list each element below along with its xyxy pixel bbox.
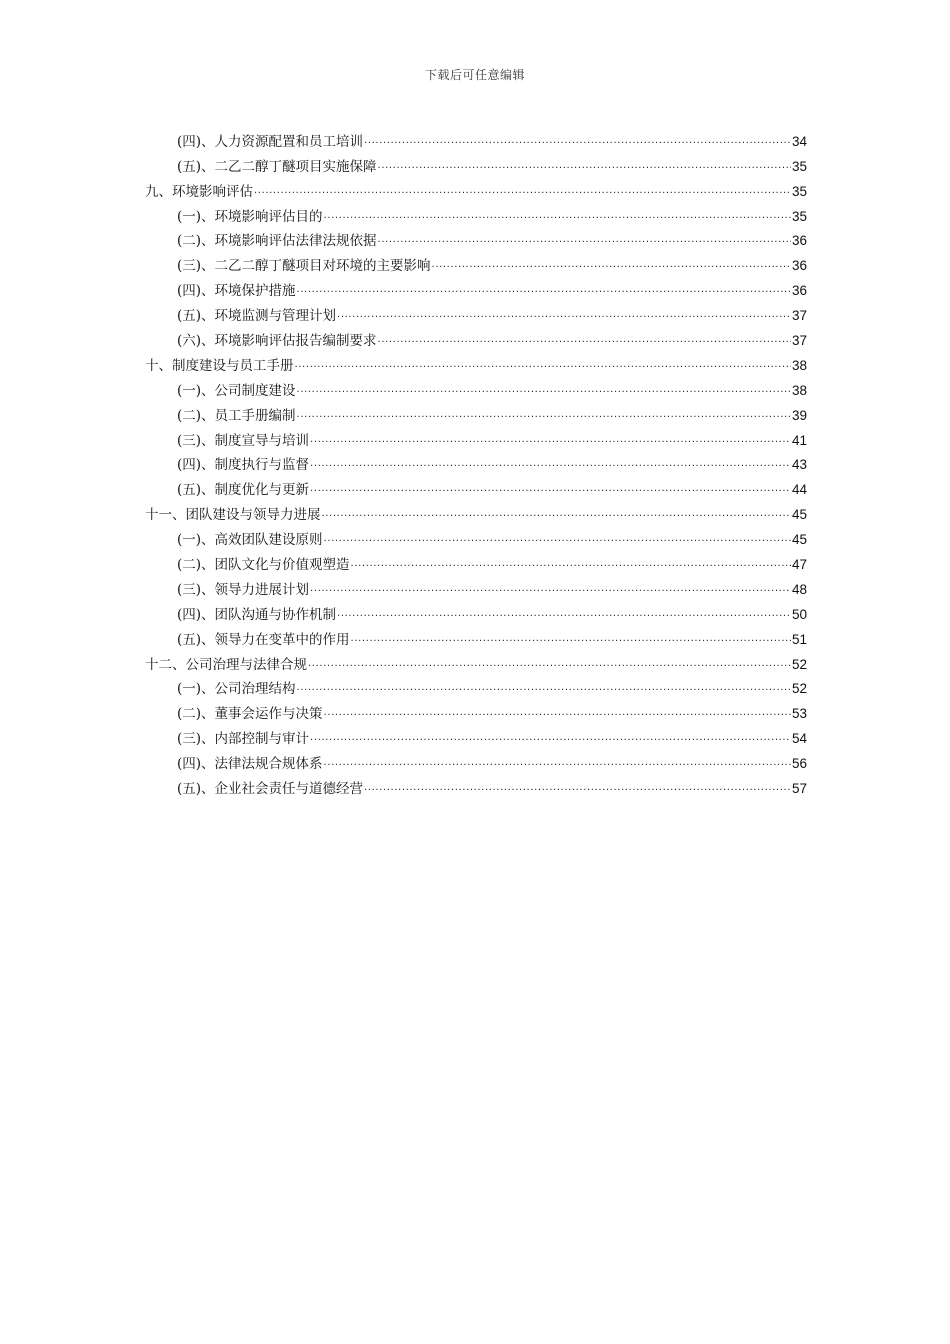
- toc-page-number: 43: [791, 457, 807, 473]
- toc-section-entry[interactable]: [145, 698, 807, 723]
- toc-section-entry[interactable]: [145, 723, 807, 748]
- toc-dot-leader: [309, 432, 791, 450]
- toc-chapter-entry[interactable]: [145, 176, 807, 201]
- toc-dot-leader: [309, 456, 791, 474]
- toc-section-entry[interactable]: [145, 574, 807, 599]
- toc-section-entry[interactable]: [145, 250, 807, 275]
- toc-entry-title: (三)、二乙二醇丁醚项目对环境的主要影响: [177, 258, 431, 275]
- toc-entry-title: (五)、制度优化与更新: [177, 482, 310, 499]
- toc-chapter-entry[interactable]: [145, 499, 807, 524]
- toc-section-entry[interactable]: [145, 325, 807, 350]
- toc-page-number: 47: [791, 557, 807, 573]
- toc-dot-leader: [431, 257, 791, 275]
- toc-page-number: 52: [791, 681, 807, 697]
- toc-dot-leader: [296, 680, 791, 698]
- toc-dot-leader: [294, 357, 791, 375]
- toc-page-number: 48: [791, 581, 807, 597]
- toc-dot-leader: [377, 332, 791, 350]
- toc-dot-leader: [363, 133, 791, 151]
- toc-dot-leader: [296, 407, 791, 425]
- toc-page-number: 36: [791, 258, 807, 274]
- page-header: 下载后可任意编辑: [424, 68, 525, 82]
- toc-entry-title: (四)、人力资源配置和员工培训: [177, 133, 364, 150]
- toc-entry-title: (一)、环境影响评估目的: [177, 208, 323, 225]
- toc-dot-leader: [350, 631, 791, 649]
- toc-entry-title: 十、制度建设与员工手册: [145, 357, 294, 374]
- toc-page-number: 37: [791, 333, 807, 349]
- toc-section-entry[interactable]: [145, 226, 807, 251]
- toc-section-entry[interactable]: [145, 375, 807, 400]
- toc-entry-title: 十一、团队建设与领导力进展: [145, 507, 321, 524]
- toc-page-number: 35: [791, 183, 807, 199]
- toc-entry-title: (一)、公司治理结构: [177, 681, 296, 698]
- toc-entry-title: (四)、环境保护措施: [177, 283, 296, 300]
- toc-entry-title: (四)、法律法规合规体系: [177, 756, 323, 773]
- toc-page-number: 52: [791, 656, 807, 672]
- toc-entry-title: (一)、高效团队建设原则: [177, 532, 323, 549]
- toc-page-number: 45: [791, 507, 807, 523]
- toc-page-number: 44: [791, 482, 807, 498]
- toc-section-entry[interactable]: [145, 450, 807, 475]
- toc-dot-leader: [309, 581, 791, 599]
- toc-dot-leader: [350, 556, 791, 574]
- toc-page-number: 39: [791, 407, 807, 423]
- toc-section-entry[interactable]: [145, 275, 807, 300]
- toc-dot-leader: [307, 656, 791, 674]
- table-of-contents: [145, 126, 807, 798]
- toc-dot-leader: [309, 481, 791, 499]
- toc-page-number: 34: [791, 133, 807, 149]
- toc-section-entry[interactable]: [145, 425, 807, 450]
- toc-dot-leader: [323, 705, 791, 723]
- toc-dot-leader: [296, 282, 791, 300]
- toc-entry-title: (五)、企业社会责任与道德经营: [177, 781, 364, 798]
- toc-chapter-entry[interactable]: [145, 350, 807, 375]
- toc-section-entry[interactable]: [145, 400, 807, 425]
- toc-page-number: 41: [791, 432, 807, 448]
- toc-entry-title: (五)、二乙二醇丁醚项目实施保障: [177, 158, 377, 175]
- toc-entry-title: (四)、制度执行与监督: [177, 457, 310, 474]
- toc-page-number: 35: [791, 208, 807, 224]
- toc-entry-title: (一)、公司制度建设: [177, 382, 296, 399]
- toc-dot-leader: [296, 382, 791, 400]
- toc-page-number: 56: [791, 756, 807, 772]
- toc-section-entry[interactable]: [145, 773, 807, 798]
- toc-dot-leader: [309, 730, 791, 748]
- toc-dot-leader: [323, 755, 791, 773]
- toc-dot-leader: [321, 506, 791, 524]
- toc-dot-leader: [336, 606, 791, 624]
- toc-section-entry[interactable]: [145, 549, 807, 574]
- toc-page-number: 36: [791, 283, 807, 299]
- toc-entry-title: (二)、团队文化与价值观塑造: [177, 557, 350, 574]
- toc-entry-title: (六)、环境影响评估报告编制要求: [177, 333, 377, 350]
- toc-dot-leader: [323, 208, 791, 226]
- toc-page-number: 37: [791, 308, 807, 324]
- toc-page-number: 36: [791, 233, 807, 249]
- toc-entry-title: (二)、董事会运作与决策: [177, 706, 323, 723]
- toc-section-entry[interactable]: [145, 599, 807, 624]
- toc-dot-leader: [323, 531, 791, 549]
- toc-page-number: 35: [791, 158, 807, 174]
- toc-dot-leader: [363, 780, 791, 798]
- toc-dot-leader: [377, 232, 791, 250]
- toc-entry-title: (五)、领导力在变革中的作用: [177, 631, 350, 648]
- toc-entry-title: 九、环境影响评估: [145, 183, 253, 200]
- toc-dot-leader: [336, 307, 791, 325]
- toc-section-entry[interactable]: [145, 748, 807, 773]
- toc-page-number: 38: [791, 357, 807, 373]
- toc-page-number: 54: [791, 731, 807, 747]
- toc-page-number: 38: [791, 382, 807, 398]
- toc-page-number: 57: [791, 781, 807, 797]
- toc-section-entry[interactable]: [145, 474, 807, 499]
- toc-entry-title: (四)、团队沟通与协作机制: [177, 606, 337, 623]
- toc-entry-title: (五)、环境监测与管理计划: [177, 308, 337, 325]
- toc-page-number: 51: [791, 631, 807, 647]
- toc-section-entry[interactable]: [145, 674, 807, 699]
- toc-entry-title: (二)、员工手册编制: [177, 407, 296, 424]
- toc-dot-leader: [253, 183, 791, 201]
- toc-section-entry[interactable]: [145, 524, 807, 549]
- toc-section-entry[interactable]: [145, 151, 807, 176]
- toc-entry-title: (三)、领导力进展计划: [177, 581, 310, 598]
- toc-section-entry[interactable]: [145, 624, 807, 649]
- toc-page-number: 53: [791, 706, 807, 722]
- toc-chapter-entry[interactable]: [145, 649, 807, 674]
- toc-dot-leader: [377, 158, 791, 176]
- toc-section-entry[interactable]: [145, 201, 807, 226]
- toc-entry-title: (三)、内部控制与审计: [177, 731, 310, 748]
- toc-entry-title: 十二、公司治理与法律合规: [145, 656, 307, 673]
- toc-entry-title: (三)、制度宣导与培训: [177, 432, 310, 449]
- toc-section-entry[interactable]: [145, 126, 807, 151]
- toc-page-number: 45: [791, 532, 807, 548]
- toc-page-number: 50: [791, 606, 807, 622]
- toc-entry-title: (二)、环境影响评估法律法规依据: [177, 233, 377, 250]
- toc-section-entry[interactable]: [145, 300, 807, 325]
